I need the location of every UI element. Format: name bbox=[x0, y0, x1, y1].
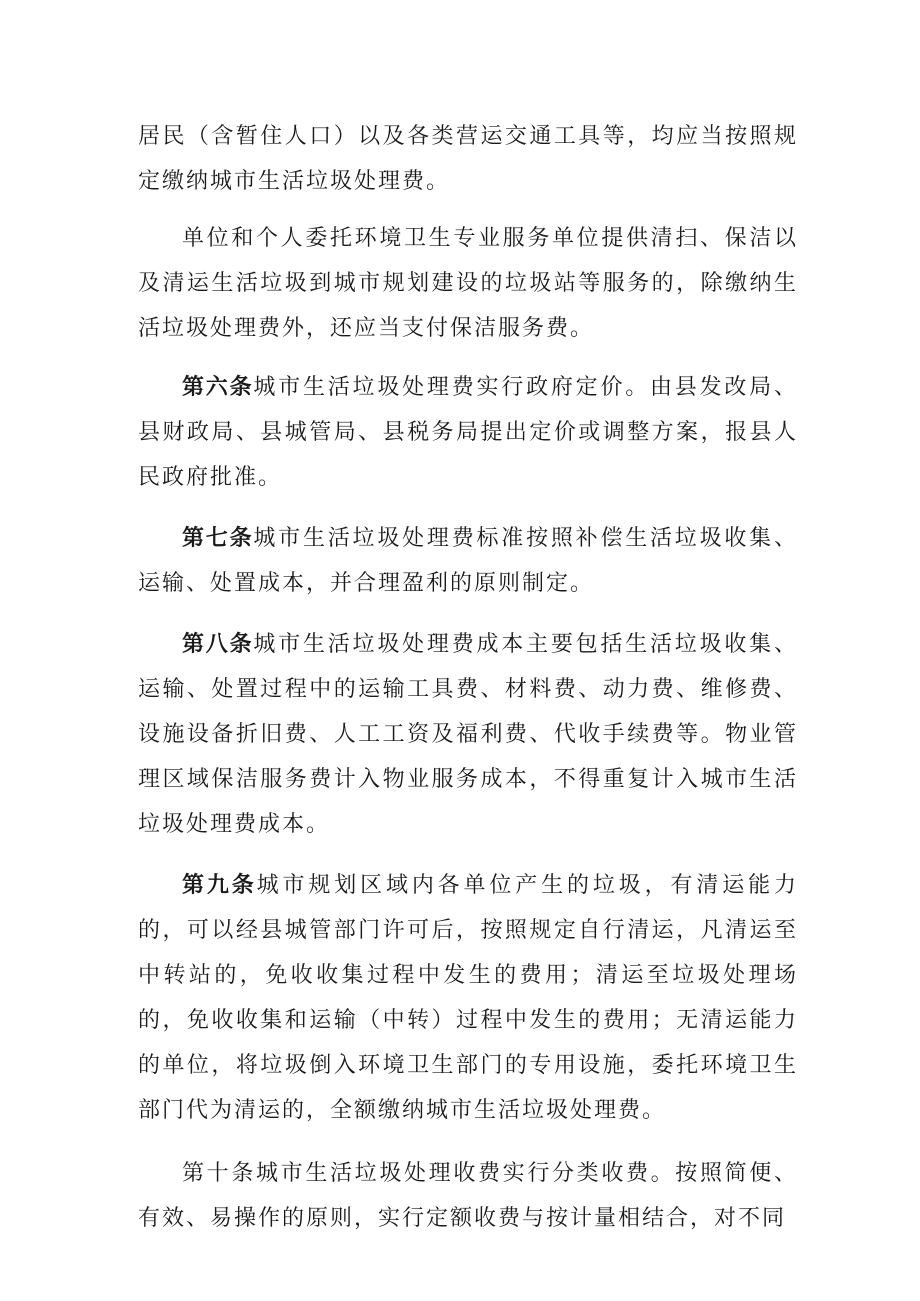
article-9 bbox=[138, 863, 798, 1133]
paragraph-text: 单位和个人委托环境卫生专业服务单位提供清扫、保洁以及清运生活垃圾到城市规划建设的垃圾站等服务的，除缴纳生活垃圾处理费外，还应当支付保洁服务费。 bbox=[138, 226, 798, 341]
paragraph-service-fee bbox=[138, 216, 798, 351]
article-8 bbox=[138, 622, 798, 847]
article-text: 城市生活垃圾处理收费实行分类收费。按照简便、有效、易操作的原则，实行定额收费与按计量相结合，对不同 bbox=[138, 1161, 798, 1231]
article-title: 第七条 bbox=[182, 526, 254, 551]
paragraph-text: 居民（含暂住人口）以及各类营运交通工具等，均应当按照规定缴纳城市生活垃圾处理费。 bbox=[138, 124, 798, 194]
article-title: 第六条 bbox=[182, 375, 254, 400]
article-title: 第八条 bbox=[182, 632, 254, 657]
article-text: 城市规划区域内各单位产生的垃圾，有清运能力的，可以经县城管部门许可后，按照规定自行清运，凡清运至中转站的，免收收集过程中发生的费用；清运至垃圾处理场的，免收收集和运输（中转）过程中发生的费用；无清运能力的单位，将垃圾倒入环境卫生部门的专用设施，委托环境卫生部门代为清运的，全额缴纳城市生活垃圾处理费。 bbox=[138, 873, 798, 1123]
article-title: 第十条 bbox=[182, 1161, 256, 1186]
article-6 bbox=[138, 365, 798, 500]
article-text: 城市生活垃圾处理费成本主要包括生活垃圾收集、运输、处置过程中的运输工具费、材料费、动力费、维修费、设施设备折旧费、人工工资及福利费、代收手续费等。物业管理区域保洁服务费计入物业服务成本，不得重复计入城市生活垃圾处理费成本。 bbox=[138, 632, 798, 837]
article-10 bbox=[138, 1151, 798, 1241]
article-text: 城市生活垃圾处理费实行政府定价。由县发改局、县财政局、县城管局、县税务局提出定价或调整方案，报县人民政府批准。 bbox=[138, 375, 798, 490]
article-text: 城市生活垃圾处理费标准按照补偿生活垃圾收集、运输、处置成本，并合理盈利的原则制定。 bbox=[138, 526, 798, 596]
article-7 bbox=[138, 516, 798, 606]
paragraph-continuation bbox=[138, 114, 798, 204]
article-title: 第九条 bbox=[182, 873, 257, 898]
document-page bbox=[138, 114, 798, 1241]
